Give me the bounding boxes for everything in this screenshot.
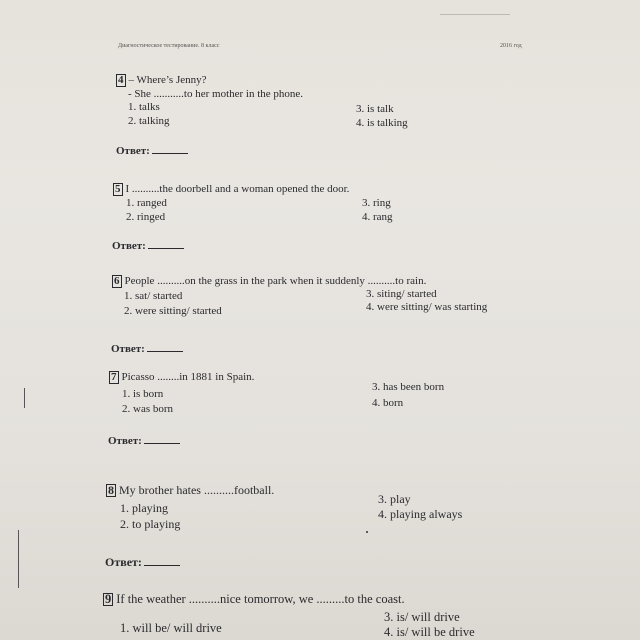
option: 1. ranged <box>126 197 167 209</box>
question-5-prompt: 5 I ..........the doorbell and a woman opened the door. <box>115 183 350 195</box>
option: 2. was born <box>122 403 174 415</box>
option: 2. were sitting/ started <box>124 305 222 317</box>
answer-line: Ответ: <box>105 555 180 570</box>
option: 2. ringed <box>126 211 166 223</box>
answer-line: Ответ: <box>108 434 180 447</box>
question-4-prompt: 4 – Where’s Jenny? <box>118 74 207 86</box>
question-4-prompt-2: - She ...........to her mother in the phone. <box>128 88 304 100</box>
option: 1. playing <box>120 501 168 515</box>
header-year: 2016 год <box>500 43 522 49</box>
option: 3. is/ will drive <box>384 610 460 624</box>
question-number: 6 <box>114 275 120 287</box>
option: 3. ring <box>362 197 391 209</box>
question-9-prompt: 9 If the weather ..........nice tomorrow, we .........to the coast. <box>105 592 405 606</box>
option: 4. rang <box>362 211 393 223</box>
pen-mark <box>24 388 25 408</box>
option: 4. born <box>372 397 404 409</box>
question-8-prompt: 8 My brother hates ..........football. <box>108 483 275 497</box>
option: 3. siting/ started <box>366 288 437 300</box>
option: 3. play <box>378 492 411 506</box>
answer-line: Ответ: <box>111 342 183 355</box>
answer-line: Ответ: <box>116 144 188 157</box>
question-number: 8 <box>108 483 114 497</box>
option: 4. is/ will be drive <box>384 625 475 639</box>
question-number: 5 <box>115 183 121 195</box>
option: 2. to playing <box>120 517 181 531</box>
option: 2. talking <box>128 115 170 127</box>
question-number: 4 <box>118 74 124 86</box>
option: 3. is talk <box>356 103 394 115</box>
option: 1. is born <box>122 388 164 400</box>
paper-edge-line <box>440 14 510 15</box>
option: 4. were sitting/ was starting <box>366 301 488 313</box>
question-number: 9 <box>105 592 112 606</box>
ink-dot <box>366 531 368 533</box>
option: 1. will be/ will drive <box>120 621 222 635</box>
option: 4. playing always <box>378 507 463 521</box>
header-title: Диагностическое тестирование. 8 класс <box>118 43 220 49</box>
pen-mark <box>18 530 19 588</box>
option: 1. sat/ started <box>124 290 183 302</box>
question-number: 7 <box>111 371 117 383</box>
question-7-prompt: 7 Picasso ........in 1881 in Spain. <box>111 371 255 383</box>
option: 1. talks <box>128 101 160 113</box>
option: 3. has been born <box>372 381 445 393</box>
option: 4. is talking <box>356 117 408 129</box>
question-6-prompt: 6 People ..........on the grass in the park when it suddenly ..........to rain. <box>114 275 427 287</box>
answer-line: Ответ: <box>112 239 184 252</box>
